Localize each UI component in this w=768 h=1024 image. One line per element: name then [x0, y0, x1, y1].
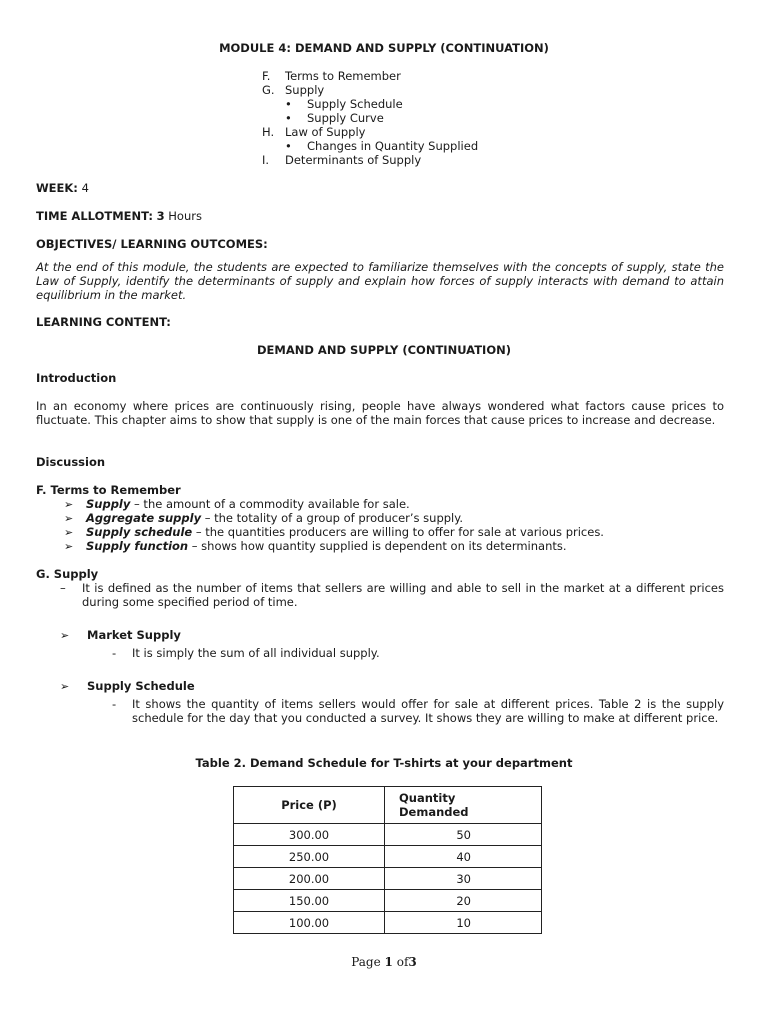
supply-schedule-heading: ➢ Supply Schedule [60, 679, 195, 693]
arrow-bullet-icon: ➢ [60, 629, 70, 642]
column-header-price: Price (P) [234, 787, 385, 824]
page-footer: Page 1 of3 [351, 955, 417, 969]
price-cell: 100.00 [234, 912, 385, 934]
dash-marker: - [112, 697, 117, 711]
introduction-text: In an economy where prices are continuously rising, people have always wondered what factors cause prices to fluctuate. This chapter aims to show that supply is one of the main forces that cause prices to increase and decrease. [36, 399, 724, 427]
outline-item: F. Terms to Remember [262, 69, 401, 83]
market-supply-heading: ➢ Market Supply [60, 628, 181, 642]
column-header-quantity: Quantity Demanded [385, 787, 542, 824]
outline-item: G. Supply [262, 83, 325, 97]
quantity-cell: 20 [385, 890, 542, 912]
quantity-cell: 50 [385, 824, 542, 846]
table-row [234, 890, 542, 912]
learning-content-heading: LEARNING CONTENT: [36, 315, 171, 329]
demand-schedule-table [233, 786, 542, 934]
outline-subitem: • Supply Curve [285, 111, 384, 125]
arrow-bullet-icon: ➢ [64, 498, 74, 511]
outline-item: H. Law of Supply [262, 125, 366, 139]
price-cell: 150.00 [234, 890, 385, 912]
outline-subitem: • Supply Schedule [285, 97, 403, 111]
arrow-bullet-icon: ➢ [64, 512, 74, 525]
quantity-cell: 40 [385, 846, 542, 868]
table-row [234, 824, 542, 846]
arrow-bullet-icon: ➢ [60, 680, 70, 693]
time-allotment-line: TIME ALLOTMENT: 3 Hours [36, 209, 202, 223]
table-row [234, 912, 542, 934]
dash-marker: – [60, 581, 66, 595]
supply-schedule-text: It shows the quantity of items sellers would offer for sale at different prices. Table 2 is the supply schedule for the day that you conducted a survey. It shows they are willing to make at different price. [132, 697, 724, 725]
section-title: DEMAND AND SUPPLY (CONTINUATION) [257, 343, 511, 357]
discussion-heading: Discussion [36, 455, 106, 469]
price-cell: 250.00 [234, 846, 385, 868]
market-supply-text: It is simply the sum of all individual supply. [132, 646, 380, 660]
arrow-bullet-icon: ➢ [64, 540, 74, 553]
price-cell: 300.00 [234, 824, 385, 846]
term-item: ➢ Supply function – shows how quantity supplied is dependent on its determinants. [64, 539, 567, 553]
table-row [234, 846, 542, 868]
objectives-text: At the end of this module, the students are expected to familiarize themselves with the concepts of supply, state the Law of Supply, identify the determinants of supply and explain how forces of supply interacts with demand to attain equilibrium in the market. [36, 260, 724, 302]
terms-heading: F. Terms to Remember [36, 483, 181, 497]
term-item: ➢ Supply schedule – the quantities producers are willing to offer for sale at various prices. [64, 525, 604, 539]
module-title: MODULE 4: DEMAND AND SUPPLY (CONTINUATION) [219, 41, 549, 55]
objectives-heading: OBJECTIVES/ LEARNING OUTCOMES: [36, 237, 268, 251]
term-item: ➢ Aggregate supply – the totality of a group of producer’s supply. [64, 511, 464, 525]
table-caption: Table 2. Demand Schedule for T-shirts at your department [195, 756, 573, 770]
quantity-cell: 30 [385, 868, 542, 890]
supply-definition: It is defined as the number of items that sellers are willing and able to sell in the market at a different prices during some specified period of time. [82, 581, 724, 609]
outline-subitem: • Changes in Quantity Supplied [285, 139, 479, 153]
arrow-bullet-icon: ➢ [64, 526, 74, 539]
outline-item: I. Determinants of Supply [262, 153, 422, 167]
term-item: ➢ Supply – the amount of a commodity available for sale. [64, 497, 410, 511]
table-header-row [234, 787, 542, 824]
table-row [234, 868, 542, 890]
price-cell: 200.00 [234, 868, 385, 890]
introduction-heading: Introduction [36, 371, 117, 385]
quantity-cell: 10 [385, 912, 542, 934]
week-line: WEEK: 4 [36, 181, 89, 195]
dash-marker: - [112, 646, 117, 660]
supply-heading: G. Supply [36, 567, 99, 581]
